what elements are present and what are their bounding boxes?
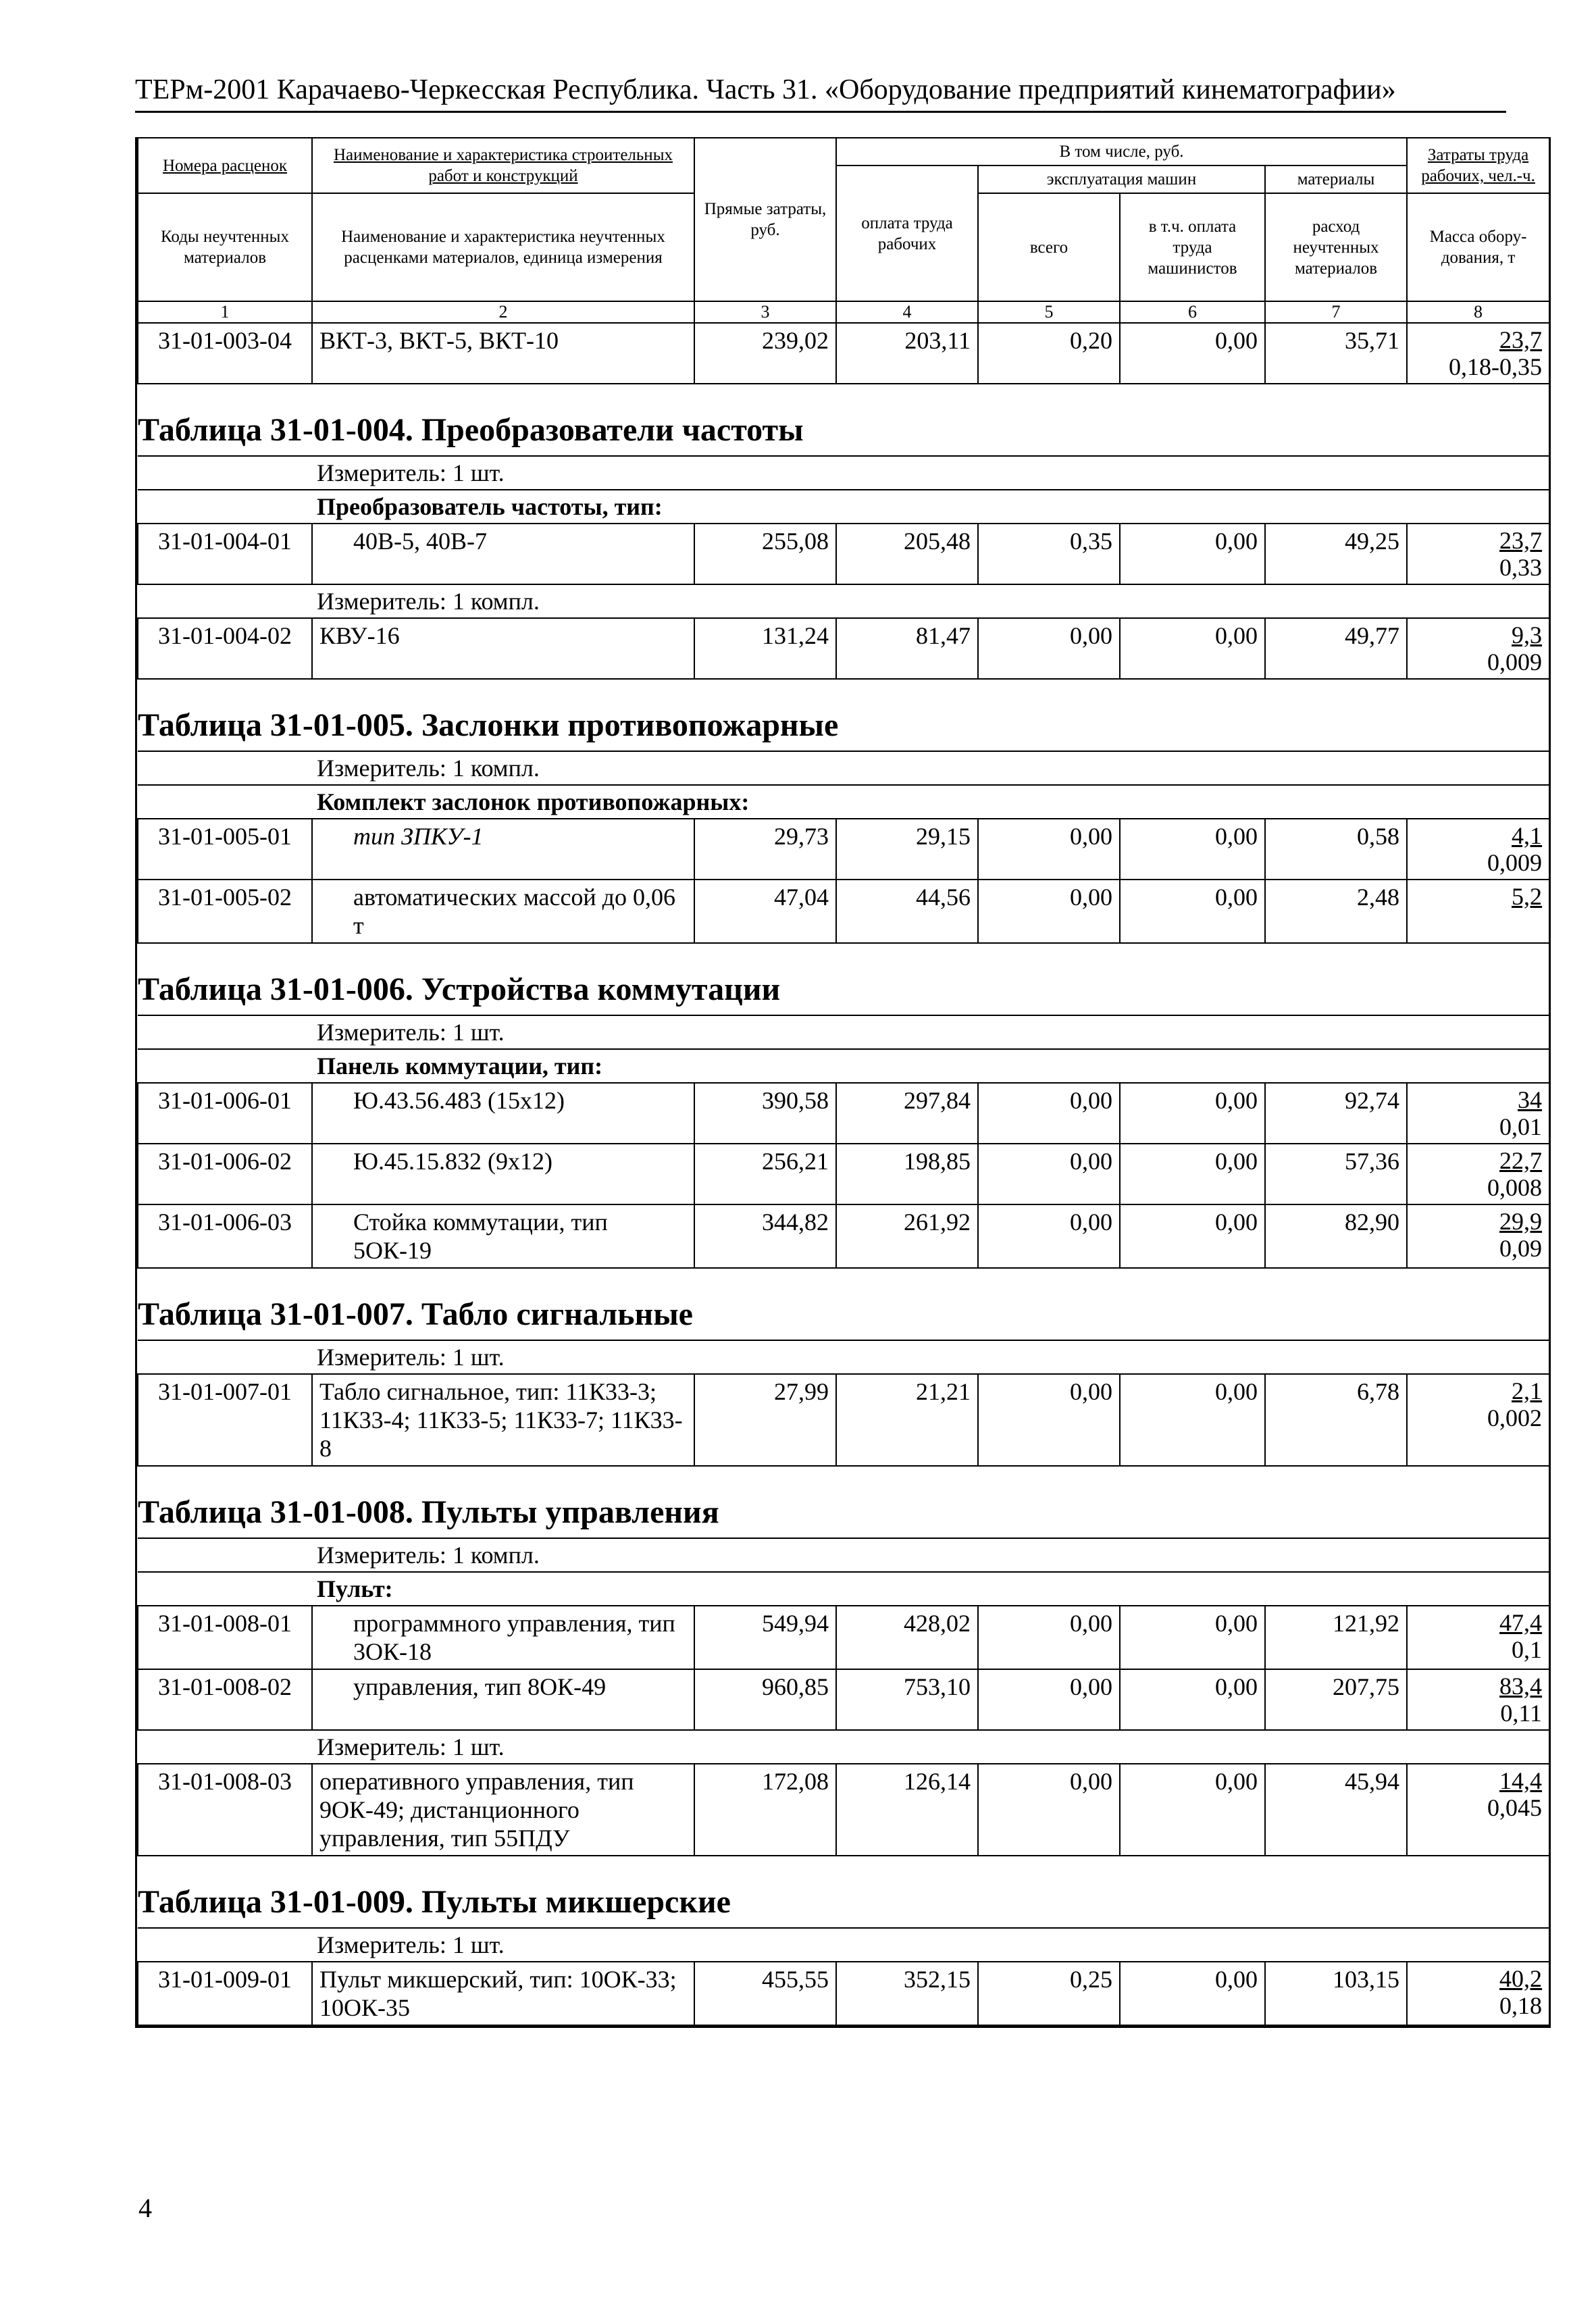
column-number: 4 xyxy=(836,301,978,323)
operator-pay: 0,00 xyxy=(1120,1962,1265,2025)
column-number: 6 xyxy=(1120,301,1265,323)
material-use: 0,58 xyxy=(1265,819,1407,880)
rate-code: 31-01-006-02 xyxy=(138,1144,312,1204)
unit-label: Измеритель: 1 шт. xyxy=(138,456,1549,490)
labor-pay: 126,14 xyxy=(836,1764,978,1856)
material-use: 45,94 xyxy=(1265,1764,1407,1856)
col-materials-header: материалы xyxy=(1265,166,1407,193)
labor-pay: 261,92 xyxy=(836,1204,978,1268)
machines-total: 0,25 xyxy=(978,1962,1120,2025)
labor-hours-and-mass xyxy=(1407,618,1549,679)
direct-cost: 344,82 xyxy=(694,1204,836,1268)
table-caption-row xyxy=(138,1856,1549,1928)
unit-row xyxy=(138,584,1549,618)
direct-cost: 960,85 xyxy=(694,1669,836,1730)
rate-code: 31-01-009-01 xyxy=(138,1962,312,2025)
labor-hours: 47,4 xyxy=(1499,1609,1543,1636)
header-row-1 xyxy=(138,138,1549,166)
operator-pay: 0,00 xyxy=(1120,819,1265,880)
work-name: автоматических массой до 0,06 т xyxy=(312,880,694,943)
unit-row xyxy=(138,751,1549,785)
page-number: 4 xyxy=(138,2193,152,2223)
equipment-mass: 0,009 xyxy=(1487,649,1543,676)
labor-hours: 14,4 xyxy=(1499,1767,1543,1794)
table-caption: Таблица 31-01-006. Устройства коммутации xyxy=(138,971,781,1007)
work-name: Ю.43.56.483 (15x12) xyxy=(312,1083,694,1144)
labor-hours-and-mass xyxy=(1407,1144,1549,1204)
labor-hours: 23,7 xyxy=(1499,527,1543,554)
operator-pay: 0,00 xyxy=(1120,880,1265,943)
labor-hours: 34 xyxy=(1518,1086,1543,1113)
direct-cost: 256,21 xyxy=(694,1144,836,1204)
work-name: Стойка коммутации, тип 5ОК-19 xyxy=(312,1204,694,1268)
table-caption: Таблица 31-01-009. Пульты микшерские xyxy=(138,1884,731,1920)
material-use: 49,25 xyxy=(1265,524,1407,584)
labor-hours-and-mass xyxy=(1407,1204,1549,1268)
equipment-mass: 0,11 xyxy=(1500,1700,1543,1727)
table-row xyxy=(138,1144,1549,1204)
material-use: 49,77 xyxy=(1265,618,1407,679)
operator-pay: 0,00 xyxy=(1120,323,1265,384)
column-number: 5 xyxy=(978,301,1120,323)
work-name: тип ЗПКУ-1 xyxy=(312,819,694,880)
page-header: ТЕРм-2001 Карачаево-Черкесская Республика. Часть 31. «Оборудование предприятий кинематографии» xyxy=(135,73,1506,113)
group-label: Комплект заслонок противопожарных: xyxy=(138,785,1549,819)
labor-pay: 29,15 xyxy=(836,819,978,880)
column-number: 7 xyxy=(1265,301,1407,323)
table-caption-row xyxy=(138,384,1549,456)
col-direct-cost-header: Прямые затраты, руб. xyxy=(694,138,836,301)
table-caption-row xyxy=(138,943,1549,1015)
table-row xyxy=(138,1204,1549,1268)
labor-hours: 9,3 xyxy=(1512,621,1543,649)
machines-total: 0,00 xyxy=(978,1669,1120,1730)
col-rate-number-header: Номера расценок xyxy=(138,138,312,193)
col-mass-header: Масса обору-дования, т xyxy=(1407,193,1549,301)
work-name: Табло сигнальное, тип: 11К33-3; 11К33-4; 11К33-5; 11К33-7; 11К33-8 xyxy=(312,1374,694,1466)
table-row xyxy=(138,1669,1549,1730)
rate-code: 31-01-005-01 xyxy=(138,819,312,880)
group-row xyxy=(138,1572,1549,1606)
labor-hours-and-mass xyxy=(1407,1606,1549,1669)
col-work-name-header: Наименование и характеристика строительных работ и конструкций xyxy=(312,138,694,193)
unit-label: Измеритель: 1 шт. xyxy=(138,1730,1549,1764)
rate-code: 31-01-007-01 xyxy=(138,1374,312,1466)
material-use: 2,48 xyxy=(1265,880,1407,943)
col-material-codes-header: Коды неучтенных материалов xyxy=(138,193,312,301)
col-material-name-header: Наименование и характеристика неучтенных расценками материалов, единица измерения xyxy=(312,193,694,301)
table-row xyxy=(138,1083,1549,1144)
labor-hours-and-mass xyxy=(1407,880,1549,943)
group-label: Панель коммутации, тип: xyxy=(138,1049,1549,1083)
col-labor-hours-header: Затраты труда рабочих, чел.-ч. xyxy=(1407,138,1549,193)
machines-total: 0,00 xyxy=(978,1374,1120,1466)
table-row xyxy=(138,819,1549,880)
direct-cost: 131,24 xyxy=(694,618,836,679)
rate-code: 31-01-006-01 xyxy=(138,1083,312,1144)
labor-hours: 83,4 xyxy=(1499,1673,1543,1700)
equipment-mass: 0,09 xyxy=(1499,1235,1543,1262)
machines-total: 0,00 xyxy=(978,880,1120,943)
col-machines-header: эксплуатация машин xyxy=(978,166,1265,193)
labor-pay: 203,11 xyxy=(836,323,978,384)
labor-pay: 352,15 xyxy=(836,1962,978,2025)
operator-pay: 0,00 xyxy=(1120,1764,1265,1856)
machines-total: 0,00 xyxy=(978,1606,1120,1669)
table-row xyxy=(138,1764,1549,1856)
labor-pay: 198,85 xyxy=(836,1144,978,1204)
table-caption-row xyxy=(138,1268,1549,1340)
operator-pay: 0,00 xyxy=(1120,1374,1265,1466)
material-use: 6,78 xyxy=(1265,1374,1407,1466)
direct-cost: 27,99 xyxy=(694,1374,836,1466)
table-row xyxy=(138,1606,1549,1669)
col-operator-pay-header: в т.ч. оплата труда машинистов xyxy=(1120,193,1265,301)
labor-hours-and-mass xyxy=(1407,1669,1549,1730)
operator-pay: 0,00 xyxy=(1120,1204,1265,1268)
machines-total: 0,00 xyxy=(978,1083,1120,1144)
unit-label: Измеритель: 1 шт. xyxy=(138,1928,1549,1962)
rate-code: 31-01-005-02 xyxy=(138,880,312,943)
work-name: 40В-5, 40В-7 xyxy=(312,524,694,584)
labor-pay: 428,02 xyxy=(836,1606,978,1669)
labor-hours: 22,7 xyxy=(1499,1147,1543,1174)
unit-row xyxy=(138,1340,1549,1374)
labor-hours: 40,2 xyxy=(1499,1965,1543,1992)
operator-pay: 0,00 xyxy=(1120,1669,1265,1730)
operator-pay: 0,00 xyxy=(1120,1606,1265,1669)
machines-total: 0,20 xyxy=(978,323,1120,384)
col-labor-pay-header: оплата труда рабочих xyxy=(836,166,978,301)
rate-code: 31-01-006-03 xyxy=(138,1204,312,1268)
table-caption-row xyxy=(138,679,1549,751)
rate-code: 31-01-008-01 xyxy=(138,1606,312,1669)
operator-pay: 0,00 xyxy=(1120,618,1265,679)
unit-label: Измеритель: 1 шт. xyxy=(138,1015,1549,1049)
work-name: Пульт микшерский, тип: 10ОК-33; 10ОК-35 xyxy=(312,1962,694,2025)
labor-hours: 2,1 xyxy=(1512,1377,1543,1404)
equipment-mass: 0,045 xyxy=(1487,1794,1543,1821)
table-caption: Таблица 31-01-004. Преобразователи частоты xyxy=(138,412,804,448)
labor-pay: 21,21 xyxy=(836,1374,978,1466)
column-number: 8 xyxy=(1407,301,1549,323)
col-included-header: В том числе, руб. xyxy=(836,138,1407,166)
direct-cost: 172,08 xyxy=(694,1764,836,1856)
column-number: 3 xyxy=(694,301,836,323)
equipment-mass: 0,18 xyxy=(1499,1992,1543,2019)
work-name: управления, тип 8ОК-49 xyxy=(312,1669,694,1730)
direct-cost: 47,04 xyxy=(694,880,836,943)
work-name: Ю.45.15.832 (9x12) xyxy=(312,1144,694,1204)
machines-total: 0,00 xyxy=(978,1204,1120,1268)
group-label: Пульт: xyxy=(138,1572,1549,1606)
labor-hours: 29,9 xyxy=(1499,1208,1543,1235)
labor-pay: 44,56 xyxy=(836,880,978,943)
labor-hours-and-mass xyxy=(1407,1764,1549,1856)
table-row xyxy=(138,323,1549,384)
unit-label: Измеритель: 1 компл. xyxy=(138,1538,1549,1572)
equipment-mass: 0,33 xyxy=(1499,554,1543,581)
table-caption: Таблица 31-01-008. Пульты управления xyxy=(138,1494,719,1530)
operator-pay: 0,00 xyxy=(1120,1083,1265,1144)
column-number-row xyxy=(138,301,1549,323)
unit-row xyxy=(138,1538,1549,1572)
equipment-mass: 0,18-0,35 xyxy=(1449,353,1543,380)
direct-cost: 455,55 xyxy=(694,1962,836,2025)
work-name: КВУ-16 xyxy=(312,618,694,679)
equipment-mass: 0,009 xyxy=(1487,849,1543,876)
group-row xyxy=(138,490,1549,524)
rates-table xyxy=(137,137,1550,2026)
labor-hours-and-mass xyxy=(1407,1374,1549,1466)
equipment-mass: 0,008 xyxy=(1487,1174,1543,1201)
direct-cost: 549,94 xyxy=(694,1606,836,1669)
labor-pay: 753,10 xyxy=(836,1669,978,1730)
group-row xyxy=(138,1049,1549,1083)
machines-total: 0,35 xyxy=(978,524,1120,584)
operator-pay: 0,00 xyxy=(1120,1144,1265,1204)
direct-cost: 239,02 xyxy=(694,323,836,384)
table-row xyxy=(138,1374,1549,1466)
table-caption: Таблица 31-01-007. Табло сигнальные xyxy=(138,1296,693,1332)
direct-cost: 255,08 xyxy=(694,524,836,584)
direct-cost: 29,73 xyxy=(694,819,836,880)
rate-code: 31-01-003-04 xyxy=(138,323,312,384)
labor-pay: 81,47 xyxy=(836,618,978,679)
column-number: 2 xyxy=(312,301,694,323)
work-name: оперативного управления, тип 9ОК-49; дистанционного управления, тип 55ПДУ xyxy=(312,1764,694,1856)
rate-code: 31-01-008-03 xyxy=(138,1764,312,1856)
unit-row xyxy=(138,1015,1549,1049)
equipment-mass: 0,1 xyxy=(1512,1636,1543,1663)
column-number: 1 xyxy=(138,301,312,323)
rate-code: 31-01-004-01 xyxy=(138,524,312,584)
machines-total: 0,00 xyxy=(978,1764,1120,1856)
labor-hours-and-mass xyxy=(1407,524,1549,584)
group-label: Преобразователь частоты, тип: xyxy=(138,490,1549,524)
rates-sheet xyxy=(135,137,1551,2028)
material-use: 121,92 xyxy=(1265,1606,1407,1669)
work-name: ВКТ-3, ВКТ-5, ВКТ-10 xyxy=(312,323,694,384)
unit-row xyxy=(138,456,1549,490)
material-use: 35,71 xyxy=(1265,323,1407,384)
table-row xyxy=(138,524,1549,584)
table-row xyxy=(138,1962,1549,2025)
col-machines-total-header: всего xyxy=(978,193,1120,301)
labor-pay: 297,84 xyxy=(836,1083,978,1144)
unit-row xyxy=(138,1928,1549,1962)
material-use: 57,36 xyxy=(1265,1144,1407,1204)
direct-cost: 390,58 xyxy=(694,1083,836,1144)
work-name: программного управления, тип 3ОК-18 xyxy=(312,1606,694,1669)
labor-hours-and-mass xyxy=(1407,323,1549,384)
labor-hours: 23,7 xyxy=(1499,326,1543,353)
material-use: 82,90 xyxy=(1265,1204,1407,1268)
operator-pay: 0,00 xyxy=(1120,524,1265,584)
labor-hours-and-mass xyxy=(1407,1083,1549,1144)
table-row xyxy=(138,618,1549,679)
table-caption: Таблица 31-01-005. Заслонки противопожарные xyxy=(138,707,839,743)
unit-label: Измеритель: 1 шт. xyxy=(138,1340,1549,1374)
labor-hours: 5,2 xyxy=(1512,883,1543,910)
machines-total: 0,00 xyxy=(978,618,1120,679)
unit-row xyxy=(138,1730,1549,1764)
labor-hours: 4,1 xyxy=(1512,822,1543,849)
labor-hours-and-mass xyxy=(1407,1962,1549,2025)
material-use: 92,74 xyxy=(1265,1083,1407,1144)
labor-hours-and-mass xyxy=(1407,819,1549,880)
equipment-mass: 0,01 xyxy=(1499,1113,1543,1140)
table-row xyxy=(138,880,1549,943)
group-row xyxy=(138,785,1549,819)
unit-label: Измеритель: 1 компл. xyxy=(138,751,1549,785)
col-material-use-header: расход неучтенных материалов xyxy=(1265,193,1407,301)
material-use: 207,75 xyxy=(1265,1669,1407,1730)
rate-code: 31-01-008-02 xyxy=(138,1669,312,1730)
material-use: 103,15 xyxy=(1265,1962,1407,2025)
labor-pay: 205,48 xyxy=(836,524,978,584)
machines-total: 0,00 xyxy=(978,819,1120,880)
machines-total: 0,00 xyxy=(978,1144,1120,1204)
rate-code: 31-01-004-02 xyxy=(138,618,312,679)
equipment-mass: 0,002 xyxy=(1487,1404,1543,1431)
unit-label: Измеритель: 1 компл. xyxy=(138,584,1549,618)
table-caption-row xyxy=(138,1466,1549,1538)
